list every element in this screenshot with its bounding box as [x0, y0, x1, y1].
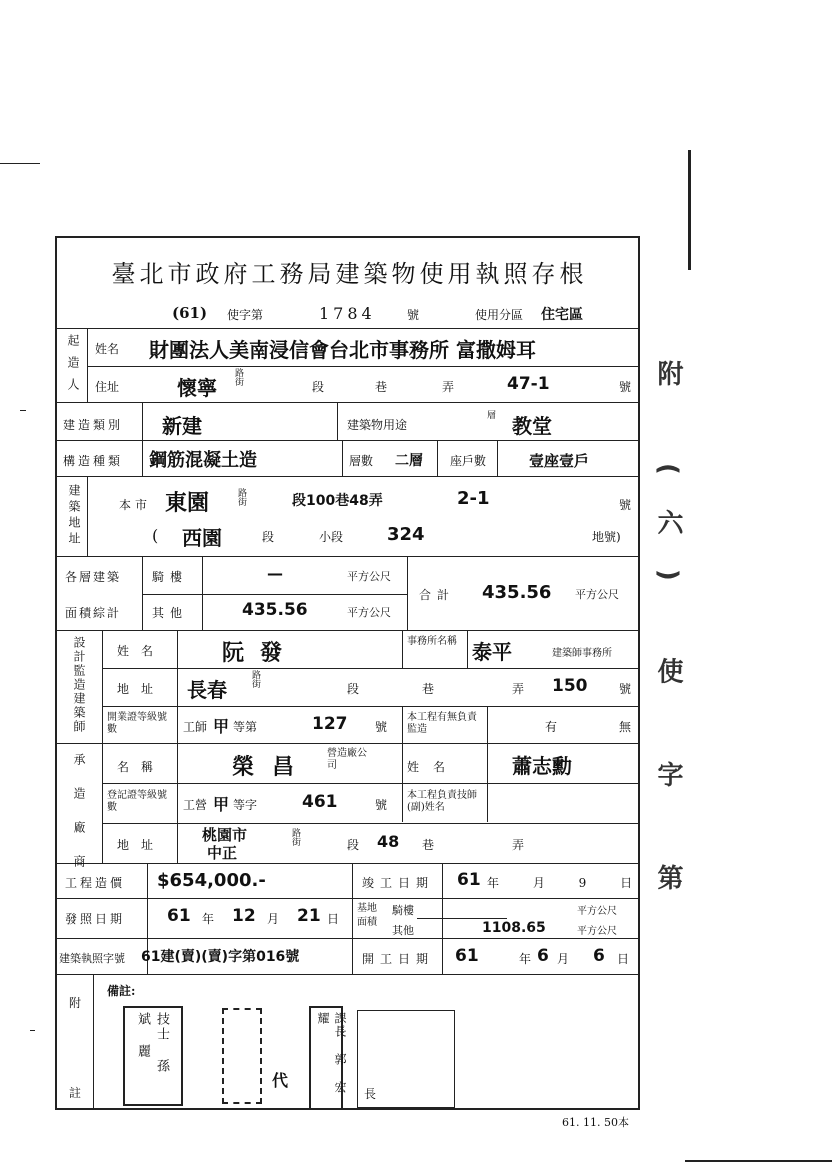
- category-value: 新建: [162, 414, 202, 438]
- right-edge-text: 附 (六) 使 字 第: [653, 360, 683, 924]
- rule: [342, 440, 343, 476]
- rule: [407, 556, 408, 630]
- architect-address-road: 長春: [187, 678, 227, 702]
- rule: [57, 743, 640, 744]
- households-label: 座戶數: [450, 454, 487, 468]
- supervisor-label: 本工程有無負責監造: [407, 712, 477, 735]
- contractor-name-value: 榮昌: [232, 755, 313, 780]
- floor-label: 層: [487, 411, 497, 421]
- rule: [57, 556, 640, 557]
- architect-section-label: 段: [347, 682, 360, 696]
- applicant-road-label: 路街: [233, 368, 243, 386]
- applicant-section-label: 段: [312, 380, 325, 394]
- households-value: 壹座壹戶: [529, 452, 590, 470]
- rule: [57, 630, 640, 631]
- notes-label-top: 附: [69, 996, 82, 1010]
- total-unit: 平方公尺: [575, 588, 619, 601]
- rule: [57, 440, 640, 441]
- site-section-text: 段100巷48弄: [292, 493, 383, 509]
- building-permit-value: 61建(賣)(賣)字第016號: [141, 949, 300, 965]
- rule: [177, 630, 178, 863]
- reg-hao: 號: [375, 798, 388, 812]
- applicant-number-value: 47-1: [507, 374, 550, 394]
- permit-hao: 號: [407, 308, 420, 322]
- rule: [87, 476, 88, 556]
- rule: [57, 476, 640, 477]
- applicant-number-label: 弄: [442, 380, 455, 394]
- category-label: 建造類別: [63, 418, 124, 432]
- architect-group-label: 設計監造建築師: [72, 636, 86, 734]
- applicant-address-label: 住址: [95, 380, 120, 394]
- reg-prefix: 工營: [183, 798, 208, 812]
- rule: [442, 863, 443, 974]
- rule: [337, 402, 338, 440]
- reg-number: 461: [302, 792, 338, 812]
- start-year-label: 年: [519, 952, 532, 966]
- applicant-group-label: 起造人: [66, 334, 80, 400]
- stamp-dai: 代: [272, 1071, 289, 1090]
- architect-office-label: 事務所名稱: [407, 636, 457, 647]
- contractor-road-label: 路街: [290, 828, 300, 846]
- architect-number-label: 弄: [512, 682, 525, 696]
- reg-grade: 甲: [213, 795, 230, 814]
- permit-year-code: (61): [172, 304, 208, 322]
- scan-mark: [688, 150, 691, 270]
- architect-office-suffix: 建築師事務所: [552, 648, 612, 659]
- cost-value: $654,000.-: [157, 870, 266, 891]
- rule: [142, 402, 143, 476]
- license-mid: 等第: [233, 720, 258, 734]
- rule: [87, 366, 640, 367]
- rule: [352, 863, 353, 974]
- stamp-director: 長: [357, 1010, 455, 1108]
- site-number-value: 2-1: [457, 488, 490, 509]
- structure-label: 構造種類: [63, 454, 124, 468]
- site-hao: 號: [619, 498, 632, 512]
- architect-office-value: 泰平: [472, 640, 512, 664]
- contractor-address-label: 地址: [117, 838, 166, 852]
- rule: [402, 706, 403, 822]
- base-arcade-label: 騎樓: [392, 904, 414, 917]
- area-group-label-1: 各層建築: [65, 570, 122, 584]
- lot-section-label: 段: [262, 530, 275, 544]
- site-city-label: 本市: [119, 498, 152, 512]
- license-number: 127: [312, 714, 348, 734]
- site-road-value: 東園: [165, 491, 210, 516]
- permit-number: 1784: [319, 304, 376, 323]
- issue-day-label: 日: [327, 912, 340, 926]
- issue-year-label: 年: [202, 912, 215, 926]
- applicant-name-value: 財團法人美南浸信會台北市事務所 富撒姆耳: [149, 338, 536, 362]
- applicant-address-road: 懷寧: [177, 376, 217, 400]
- contractor-company-type: 營造廠公司: [327, 748, 367, 771]
- other-label: 其他: [152, 606, 189, 620]
- rule: [142, 556, 143, 630]
- issue-month: 12: [232, 906, 256, 926]
- arcade-label: 騎樓: [152, 570, 189, 584]
- tech-label: 本工程負責技師(副)姓名: [407, 790, 477, 813]
- rule: [87, 328, 88, 402]
- lot-sub-label: 小段: [319, 530, 344, 544]
- notes-label-bottom: 註: [69, 1086, 82, 1100]
- architect-address-label: 地址: [117, 682, 166, 696]
- building-permit-label: 建築執照字號: [59, 952, 125, 965]
- rule: [57, 863, 640, 864]
- rule: [102, 630, 103, 863]
- supervisor-yes: 有: [545, 720, 558, 734]
- base-area-label: 基地面積: [357, 903, 377, 928]
- license-prefix: 工師: [183, 720, 208, 734]
- architect-name-label: 姓名: [117, 644, 166, 658]
- stamp-deputy: [222, 1008, 262, 1104]
- floors-value: 二層: [395, 453, 423, 469]
- base-other-label: 其他: [392, 924, 414, 937]
- remarks-label: 備註:: [107, 984, 136, 998]
- rule: [487, 706, 488, 822]
- start-label: 開工日期: [362, 952, 435, 966]
- total-value: 435.56: [482, 582, 552, 603]
- architect-number-value: 150: [552, 676, 588, 696]
- lot-open: (: [152, 526, 159, 545]
- use-label: 建築物用途: [347, 418, 408, 432]
- rule: [142, 594, 407, 595]
- rule: [497, 440, 498, 476]
- other-value: 435.56: [242, 600, 308, 620]
- rule: [57, 402, 640, 403]
- rule: [102, 668, 640, 669]
- start-year: 61: [455, 946, 479, 966]
- rule: [417, 918, 507, 919]
- permit-prefix-label: 使字第: [227, 308, 264, 322]
- zone-value: 住宅區: [541, 307, 583, 323]
- architect-name-value: 阮發: [222, 641, 299, 666]
- rule: [102, 783, 640, 784]
- rule: [202, 556, 203, 630]
- base-other-unit: 平方公尺: [577, 926, 617, 937]
- contractor-number-label: 弄: [512, 838, 525, 852]
- architect-road-label: 路街: [250, 670, 260, 688]
- contractor-address-road: 中正: [207, 844, 238, 862]
- footer-print-code: 61. 11. 50本: [562, 1116, 629, 1129]
- contractor-person-value: 蕭志勳: [512, 754, 572, 778]
- rule: [102, 823, 640, 824]
- rule: [402, 630, 403, 668]
- start-day: 6: [593, 946, 605, 966]
- license-label: 開業證等級號數: [107, 712, 167, 735]
- license-hao: 號: [375, 720, 388, 734]
- issue-day: 21: [297, 906, 321, 926]
- rule: [57, 974, 640, 975]
- zone-label: 使用分區: [475, 308, 524, 322]
- contractor-group-label: 承造廠商: [72, 753, 86, 889]
- other-unit: 平方公尺: [347, 606, 391, 619]
- completion-year: 61: [457, 870, 481, 890]
- contractor-section-label: 段: [347, 838, 360, 852]
- rule: [57, 898, 640, 899]
- applicant-name-label: 姓名: [95, 342, 120, 356]
- supervisor-no: 無: [619, 720, 632, 734]
- rule: [467, 630, 468, 668]
- rule: [437, 440, 438, 476]
- arcade-value: —: [267, 564, 283, 583]
- architect-hao: 號: [619, 682, 632, 696]
- contractor-name-label: 名稱: [117, 760, 166, 774]
- lot-number: 324: [387, 524, 425, 545]
- scan-mark: [685, 1160, 832, 1162]
- start-month: 6: [537, 946, 549, 966]
- lot-area: 西園: [182, 526, 222, 550]
- floors-label: 層數: [349, 454, 374, 468]
- cost-label: 工程造價: [65, 876, 126, 890]
- completion-rest: 年 月 9 日: [487, 876, 633, 890]
- structure-value: 鋼筋混凝土造: [149, 450, 257, 471]
- issue-year: 61: [167, 906, 191, 926]
- rule: [57, 938, 640, 939]
- site-group-label: 建築地址: [67, 484, 81, 548]
- architect-lane-label: 巷: [422, 682, 435, 696]
- permit-form: [55, 236, 640, 1110]
- start-day-label: 日: [617, 952, 630, 966]
- site-road-label: 路街: [236, 488, 246, 506]
- issue-label: 發照日期: [65, 912, 126, 926]
- applicant-hao: 號: [619, 380, 632, 394]
- applicant-lane-label: 巷: [375, 380, 388, 394]
- license-grade: 甲: [213, 717, 230, 736]
- contractor-address-city: 桃園市: [202, 826, 248, 844]
- use-value: 教堂: [512, 414, 552, 438]
- stamp-section-chief: 課長 郭 宏 耀: [309, 1006, 343, 1110]
- rule: [57, 328, 640, 329]
- scan-mark: [0, 163, 40, 164]
- total-label: 合計: [419, 588, 456, 602]
- contractor-person-label: 姓名: [407, 760, 460, 774]
- arcade-unit: 平方公尺: [347, 570, 391, 583]
- scan-mark: [20, 410, 26, 411]
- contractor-lane-label: 巷: [422, 838, 435, 852]
- reg-label: 登記證等級號數: [107, 790, 167, 813]
- completion-label: 竣工日期: [362, 876, 435, 890]
- rule: [93, 974, 94, 1110]
- contractor-lane-value: 48: [377, 832, 400, 851]
- base-arcade-unit: 平方公尺: [577, 906, 617, 917]
- area-group-label-2: 面積綜計: [65, 606, 122, 620]
- form-title: 臺北市政府工務局建築物使用執照存根: [111, 260, 588, 288]
- base-other-value: 1108.65: [482, 920, 546, 936]
- rule: [102, 706, 640, 707]
- lot-close: 地號): [592, 530, 621, 544]
- stamp-technician: 技士 孫 斌 麗: [123, 1006, 183, 1106]
- reg-mid: 等字: [233, 798, 258, 812]
- start-month-label: 月: [557, 952, 570, 966]
- scan-mark: [30, 1030, 35, 1031]
- issue-month-label: 月: [267, 912, 280, 926]
